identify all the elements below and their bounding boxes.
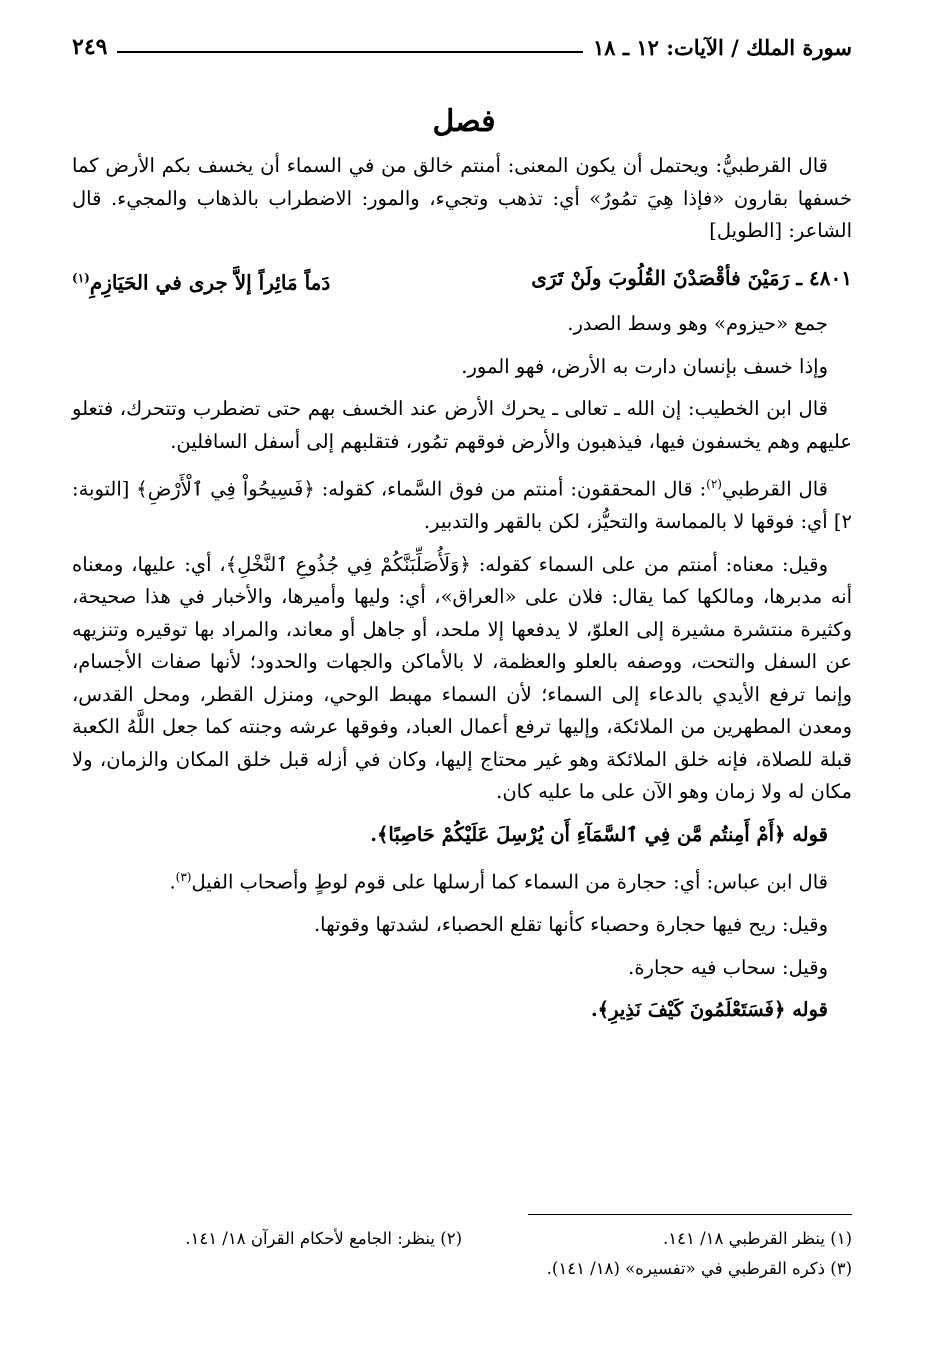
paragraph-8-start: قال ابن عباس: أي: حجارة من السماء كما أرسلها على قوم لوطٍ وأصحاب الفيل — [191, 870, 828, 894]
surah-title: سورة الملك / الآيات: ١٢ ـ ١٨ — [592, 35, 852, 60]
footnote-3: (٣) ذكره القرطبي في «تفسيره» (١٨/ ١٤١). — [546, 1259, 852, 1278]
paragraph-1: قال القرطبيُّ: ويحتمل أن يكون المعنى: أمنتم خالق من في السماء أن يخسف بكم الأرض كما خسفها بقارون «فإذا هِيَ تمُورُ» أي: تذهب وتجيء، والمور: الاضطراب بالذهاب والمجيء. قال الشاعر: [الطويل] — [72, 154, 852, 242]
page-header — [72, 28, 852, 60]
paragraph-7: قوله ﴿أَمْ أَمِنتُم مَّن فِي ٱلسَّمَآءِ أَن يُرْسِلَ عَلَيْكُمْ حَاصِبًا﴾. — [370, 822, 828, 846]
paragraph-5 — [72, 468, 852, 539]
paragraph-8 — [72, 861, 852, 899]
footnote-2: (٢) ينظر: الجامع لأحكام القرآن ١٨/ ١٤١. — [185, 1229, 462, 1248]
paragraph-5-rest: : قال المحققون: أمنتم من فوق السَّماء، كقوله: ﴿فَسِيحُواْ فِي ٱلْأَرْضِ﴾ [التوبة: ٢] أي: فوقها لا بالمماسة والتحيُّز، لكن بالقهر والتدبير. — [72, 477, 852, 534]
footnotes — [72, 1224, 852, 1284]
paragraph-9: وقيل: ريح فيها حجارة وحصباء كأنها تقلع الحصباء، لشدتها وقوتها. — [313, 913, 828, 937]
paragraph-5-start: قال القرطبي — [721, 477, 828, 501]
footnote-1: (١) ينظر القرطبي ١٨/ ١٤١. — [662, 1229, 852, 1248]
paragraph-10: وقيل: سحاب فيه حجارة. — [628, 955, 828, 979]
paragraph-6: وقيل: معناه: أمنتم من على السماء كقوله: ﴿وَلَأُصَلِّبَنَّكُمْ فِي جُذُوعِ ٱلنَّخْلِ﴾، أي: عليها، ومعناه أنه مدبرها، ومالكها كما يقال: فلان على «العراق»، أي: وليها وأميرها، والأخبار في هذا صحيحة، وكثيرة منتشرة مشيرة إلى العلوّ، لا يدفعها إلا ملحد، أو جاهل أو معاند، والمراد بها توقيره وتنزيهه عن السفل والتحت، ووصفه بالعلو والعظمة، لا بالأماكن والجهات والحدود؛ لأنها صفات الأجسام، وإنما ترفع الأيدي بالدعاء إلى السماء؛ لأن السماء مهبط الوحي، ومنزل القطر، ومحل القدس، ومعدن المطهرين من الملائكة، وإليها ترفع أعمال العباد، وفوقها عرشه وجنته كما جعل اللَّهُ الكعبة قبلة للصلاة، فإنه خلق الملائكة وهو غير محتاج إليها، وكان في أزله قبل خلق المكان والزمان، ولا مكان له ولا زمان وهو الآن على ما عليه كان. — [72, 552, 852, 804]
header-rule — [117, 51, 583, 53]
verse-first-hemistich: ٤٨٠١ ـ رَمَيْنَ فأقْصَدْنَ القُلُوبَ ولَنْ تَرَى — [531, 265, 852, 290]
main-text — [72, 150, 852, 1037]
page-number: ٢٤٩ — [72, 34, 108, 60]
section-title: فصل — [432, 104, 496, 139]
footnote-ref-3: (٣) — [175, 870, 192, 885]
paragraph-8-end: . — [169, 870, 176, 894]
paragraph-4: قال ابن الخطيب: إن الله ـ تعالى ـ يحرك الأرض عند الخسف بهم حتى تضطرب وتتحرك، فتعلو عليهم وهم يخسفون فيها، فيذهبون والأرض فوقهم تمُور، فتقلبهم إلى أسفل السافلين. — [72, 397, 852, 453]
verse-second-text: دَماً مَائِراً إلاَّ جرى في الحَيَازِمِ — [89, 270, 331, 295]
footnote-ref-2: (٢) — [706, 477, 722, 492]
footnote-ref-1: (١) — [72, 270, 90, 285]
footnote-row — [72, 1224, 852, 1254]
paragraph-3: وإذا خسف بإنسان دارت به الأرض، فهو المور. — [461, 354, 828, 378]
poetry-verse — [72, 258, 852, 303]
footnote-divider — [528, 1214, 852, 1215]
verse-second-hemistich — [72, 258, 330, 303]
paragraph-2: جمع «حيزوم» وهو وسط الصدر. — [567, 312, 828, 336]
paragraph-11: قوله ﴿فَسَتَعْلَمُونَ كَيْفَ نَذِيرِ﴾. — [590, 998, 828, 1022]
